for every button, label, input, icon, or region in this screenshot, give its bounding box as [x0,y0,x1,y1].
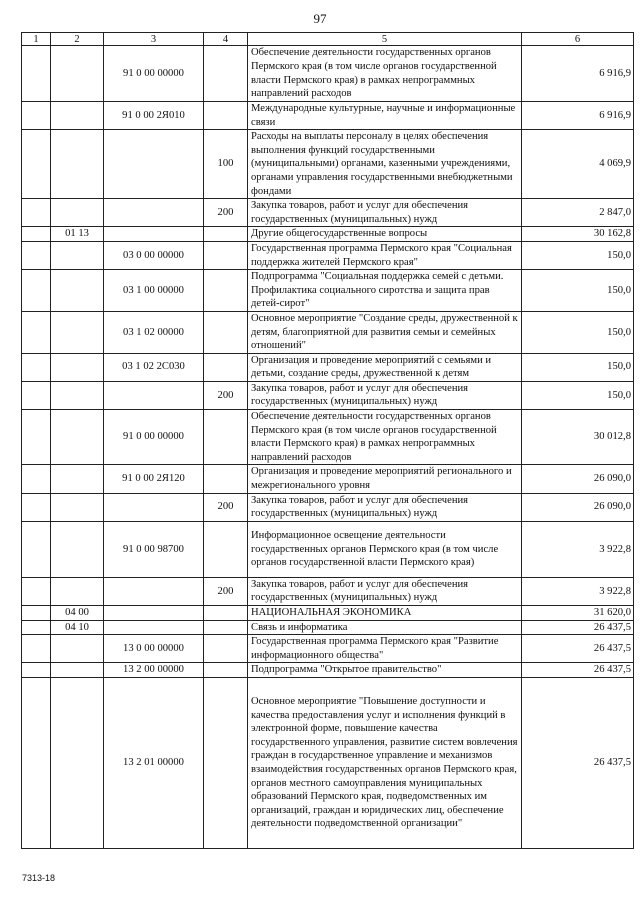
column-number: 6 [522,33,634,46]
target-article-cell: 03 1 02 00000 [104,311,204,353]
target-article-cell: 03 1 00 00000 [104,270,204,312]
amount-cell: 3 922,8 [522,577,634,605]
expense-type-cell [204,227,248,242]
target-article-cell [104,606,204,621]
section-cell [22,410,51,465]
table-row [22,130,634,199]
table-row [22,241,634,269]
section-cell [22,663,51,678]
target-article-cell [104,227,204,242]
expense-type-cell [204,620,248,635]
description-cell: Закупка товаров, работ и услуг для обеспечения государственных (муниципальных) нужд [248,493,522,521]
subsection-cell [51,493,104,521]
column-number: 1 [22,33,51,46]
amount-cell: 26 437,5 [522,677,634,848]
section-cell [22,199,51,227]
subsection-cell [51,677,104,848]
section-cell [22,635,51,663]
expense-type-cell [204,410,248,465]
description-cell: Обеспечение деятельности государственных органов Пермского края (в том числе органов государственной власти Пермского края) в рамках непрограммных направлений расходов [248,46,522,102]
target-article-cell: 91 0 00 00000 [104,46,204,102]
target-article-cell [104,620,204,635]
expense-type-cell [204,521,248,577]
table-row [22,46,634,102]
target-article-cell: 03 0 00 00000 [104,241,204,269]
description-cell: НАЦИОНАЛЬНАЯ ЭКОНОМИКА [248,606,522,621]
table-row [22,311,634,353]
expense-type-cell: 100 [204,130,248,199]
subsection-cell [51,270,104,312]
table-row [22,606,634,621]
expense-type-cell [204,311,248,353]
target-article-cell: 13 0 00 00000 [104,635,204,663]
column-number-row [22,33,634,46]
subsection-cell [51,241,104,269]
description-cell: Государственная программа Пермского края "Социальная поддержка жителей Пермского края" [248,241,522,269]
target-article-cell: 13 2 01 00000 [104,677,204,848]
section-cell [22,381,51,409]
section-cell [22,606,51,621]
amount-cell: 3 922,8 [522,521,634,577]
subsection-cell: 01 13 [51,227,104,242]
subsection-cell [51,635,104,663]
table-row [22,410,634,465]
table-row [22,465,634,493]
expense-type-cell [204,663,248,678]
amount-cell: 30 012,8 [522,410,634,465]
expense-type-cell [204,606,248,621]
subsection-cell [51,199,104,227]
subsection-cell: 04 00 [51,606,104,621]
description-cell: Основное мероприятие "Создание среды, дружественной к детям, благоприятной для развития семьи и семейных отношений" [248,311,522,353]
budget-table [21,32,634,849]
subsection-cell [51,465,104,493]
column-number: 5 [248,33,522,46]
description-cell: Закупка товаров, работ и услуг для обеспечения государственных (муниципальных) нужд [248,381,522,409]
table-row [22,663,634,678]
expense-type-cell: 200 [204,493,248,521]
table-row [22,270,634,312]
expense-type-cell [204,102,248,130]
description-cell: Международные культурные, научные и информационные связи [248,102,522,130]
subsection-cell [51,663,104,678]
target-article-cell [104,381,204,409]
amount-cell: 6 916,9 [522,102,634,130]
amount-cell: 150,0 [522,270,634,312]
section-cell [22,353,51,381]
amount-cell: 26 090,0 [522,465,634,493]
table-row [22,620,634,635]
section-cell [22,130,51,199]
section-cell [22,465,51,493]
section-cell [22,241,51,269]
target-article-cell: 91 0 00 2Я010 [104,102,204,130]
subsection-cell: 04 10 [51,620,104,635]
description-cell: Подпрограмма "Социальная поддержка семей с детьми. Профилактика социального сиротства и защита прав детей-сирот" [248,270,522,312]
column-number: 2 [51,33,104,46]
amount-cell: 4 069,9 [522,130,634,199]
section-cell [22,102,51,130]
amount-cell: 2 847,0 [522,199,634,227]
table-row [22,493,634,521]
description-cell: Закупка товаров, работ и услуг для обеспечения государственных (муниципальных) нужд [248,577,522,605]
target-article-cell: 91 0 00 00000 [104,410,204,465]
amount-cell: 31 620,0 [522,606,634,621]
amount-cell: 150,0 [522,381,634,409]
section-cell [22,493,51,521]
section-cell [22,521,51,577]
description-cell: Другие общегосударственные вопросы [248,227,522,242]
description-cell: Подпрограмма "Открытое правительство" [248,663,522,678]
amount-cell: 26 437,5 [522,663,634,678]
description-cell: Закупка товаров, работ и услуг для обеспечения государственных (муниципальных) нужд [248,199,522,227]
subsection-cell [51,311,104,353]
subsection-cell [51,46,104,102]
expense-type-cell [204,353,248,381]
table-row [22,199,634,227]
expense-type-cell [204,635,248,663]
expense-type-cell: 200 [204,381,248,409]
target-article-cell [104,493,204,521]
description-cell: Расходы на выплаты персоналу в целях обеспечения выполнения функций государственными (муниципальными) органами, казенными учреждениями, органами управления государственными внебюджетными фондами [248,130,522,199]
description-cell: Обеспечение деятельности государственных органов Пермского края (в том числе органов государственной власти Пермского края) в рамках непрограммных направлений расходов [248,410,522,465]
amount-cell: 26 437,5 [522,620,634,635]
amount-cell: 150,0 [522,241,634,269]
table-row [22,677,634,848]
section-cell [22,227,51,242]
expense-type-cell [204,465,248,493]
subsection-cell [51,521,104,577]
section-cell [22,46,51,102]
expense-type-cell: 200 [204,199,248,227]
target-article-cell: 13 2 00 00000 [104,663,204,678]
subsection-cell [51,381,104,409]
subsection-cell [51,102,104,130]
section-cell [22,311,51,353]
amount-cell: 26 090,0 [522,493,634,521]
table-row [22,353,634,381]
description-cell: Государственная программа Пермского края "Развитие информационного общества" [248,635,522,663]
subsection-cell [51,577,104,605]
target-article-cell [104,577,204,605]
target-article-cell: 91 0 00 2Я120 [104,465,204,493]
expense-type-cell: 200 [204,577,248,605]
column-number: 4 [204,33,248,46]
table-row [22,521,634,577]
column-number: 3 [104,33,204,46]
target-article-cell [104,199,204,227]
subsection-cell [51,353,104,381]
table-row [22,102,634,130]
subsection-cell [51,130,104,199]
amount-cell: 30 162,8 [522,227,634,242]
description-cell: Организация и проведение мероприятий регионального и межрегионального уровня [248,465,522,493]
amount-cell: 150,0 [522,353,634,381]
target-article-cell [104,130,204,199]
description-cell: Основное мероприятие "Повышение доступности и качества предоставления услуг и исполнения функций в электронной форме, повышение качества государственного управления, развитие систем вовлечения граждан в государственное управление и механизмов взаимодействия государственных органов Пермского края, органов местного самоуправления муниципальных образований Пермского края, подведомственных им организаций, граждан и юридических лиц, обеспечение деятельности подведомственной организации" [248,677,522,848]
section-cell [22,620,51,635]
amount-cell: 6 916,9 [522,46,634,102]
expense-type-cell [204,241,248,269]
section-cell [22,677,51,848]
page-number: 97 [313,11,327,26]
target-article-cell: 03 1 02 2C030 [104,353,204,381]
description-cell: Связь и информатика [248,620,522,635]
expense-type-cell [204,677,248,848]
section-cell [22,270,51,312]
expense-type-cell [204,46,248,102]
table-row [22,577,634,605]
expense-type-cell [204,270,248,312]
description-cell: Организация и проведение мероприятий с семьями и детьми, создание среды, дружественной к детям [248,353,522,381]
table-row [22,381,634,409]
footer-code: 7313-18 [22,873,56,883]
amount-cell: 150,0 [522,311,634,353]
table-row [22,635,634,663]
description-cell: Информационное освещение деятельности государственных органов Пермского края (в том числе органов государственной власти Пермского края) [248,521,522,577]
target-article-cell: 91 0 00 98700 [104,521,204,577]
subsection-cell [51,410,104,465]
amount-cell: 26 437,5 [522,635,634,663]
table-row [22,227,634,242]
section-cell [22,577,51,605]
